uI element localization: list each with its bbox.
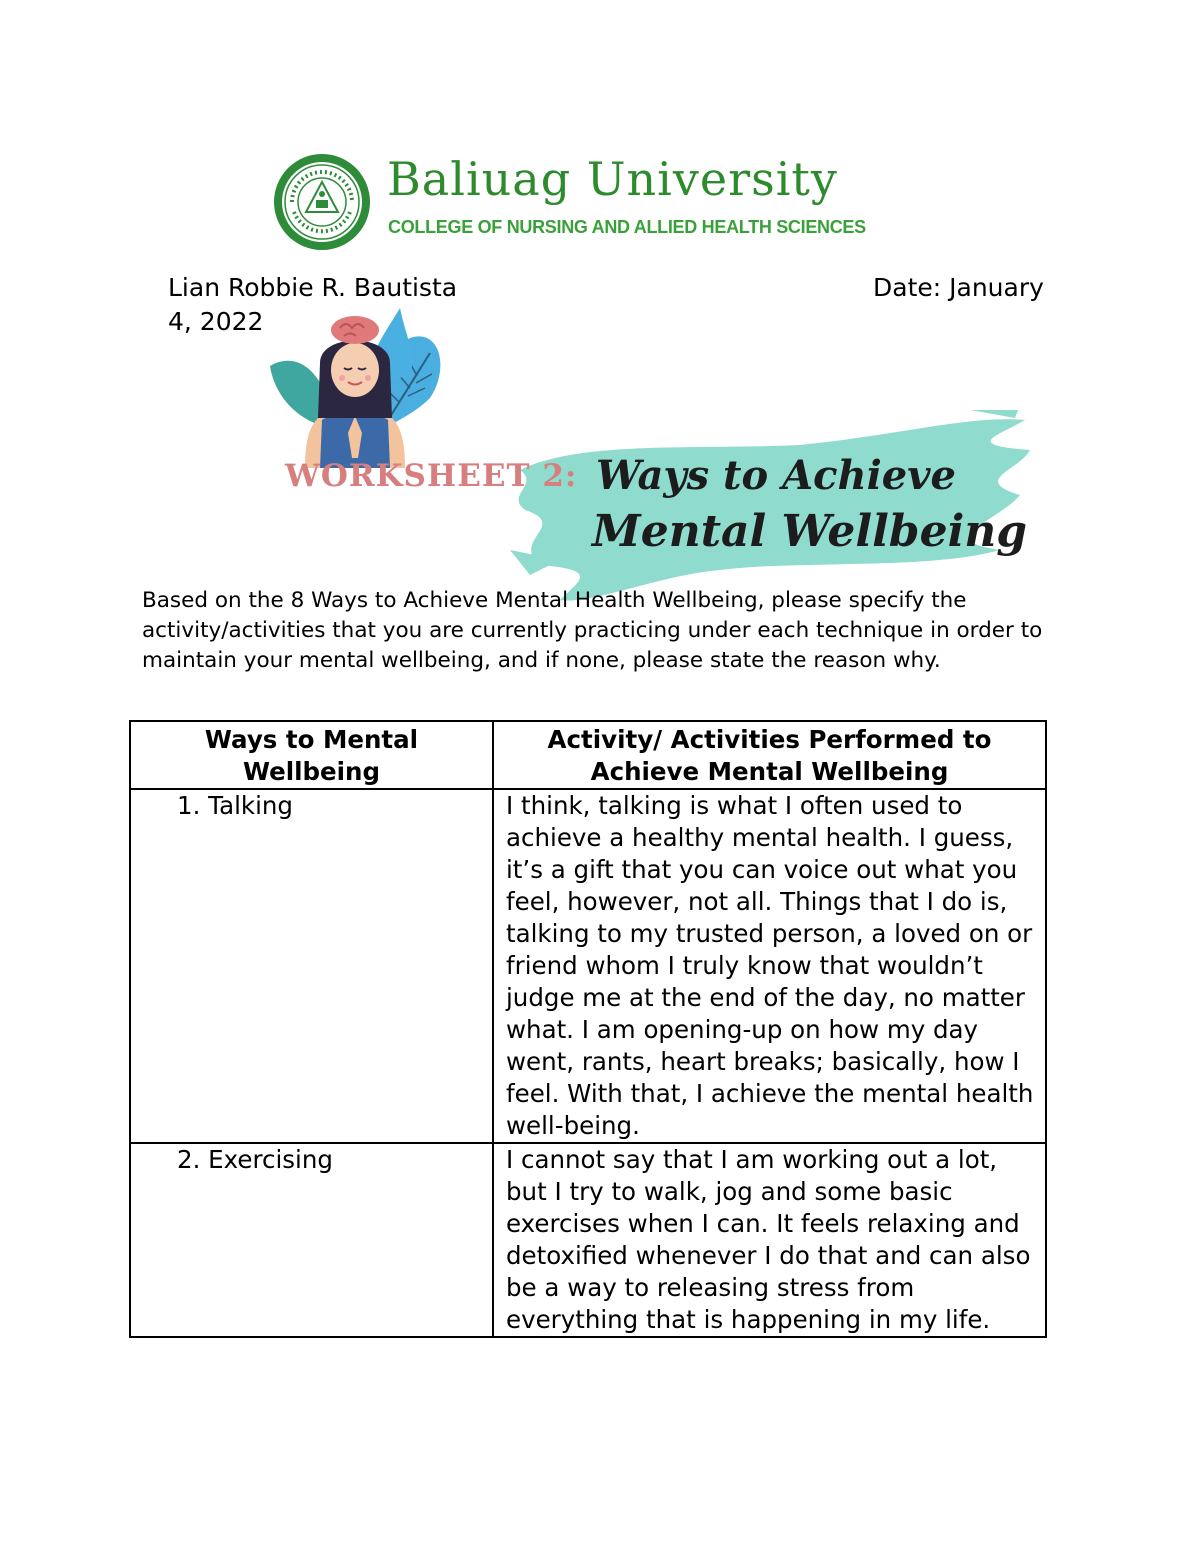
column-header-ways: Ways to Mental Wellbeing (130, 721, 493, 789)
table-row (130, 789, 1046, 1143)
column-header-activities: Activity/ Activities Performed to Achieve Mental Wellbeing (493, 721, 1046, 789)
worksheet-title-line-1: Ways to Achieve (596, 452, 956, 499)
table-header-row (130, 721, 1046, 789)
wellbeing-table (129, 720, 1047, 1338)
activity-cell: I think, talking is what I often used to achieve a healthy mental health. I guess, it’s a gift that you can voice out what you feel, however, not all. Things that I do is, talking to my trusted person, a loved on or friend whom I truly know that wouldn’t judge me at the end of the day, no matter what. I am opening-up on how my day went, rants, heart breaks; basically, how I feel. With that, I achieve the mental health well-being. (493, 789, 1046, 1143)
student-name: Lian Robbie R. Bautista (168, 273, 458, 302)
way-cell: 1. Talking (130, 789, 493, 1143)
university-name (387, 152, 838, 206)
university-seal-logo (272, 152, 372, 252)
instructions-paragraph: Based on the 8 Ways to Achieve Mental Health Wellbeing, please specify the activity/activities that you are currently practicing under each technique in order to maintain your mental wellbeing, and if none, please state the reason why. (142, 588, 1043, 673)
college-name: COLLEGE OF NURSING AND ALLIED HEALTH SCIENCES (388, 217, 866, 237)
meditation-illustration (260, 308, 450, 468)
worksheet-label: WORKSHEET 2: (285, 458, 578, 494)
activity-cell: I cannot say that I am working out a lot, but I try to walk, jog and some basic exercises when I can. It feels relaxing and detoxified whenever I do that and can also be a way to releasing stress from everything that is happening in my life. (493, 1143, 1046, 1337)
date-label: Date: January (873, 273, 1044, 302)
worksheet-title-line-2: Mental Wellbeing (592, 506, 1028, 557)
way-cell: 2. Exercising (130, 1143, 493, 1337)
date-continued: 4, 2022 (168, 307, 264, 336)
university-name-first: Baliuag (387, 152, 572, 206)
table-row (130, 1143, 1046, 1337)
university-name-second: University (586, 152, 838, 206)
